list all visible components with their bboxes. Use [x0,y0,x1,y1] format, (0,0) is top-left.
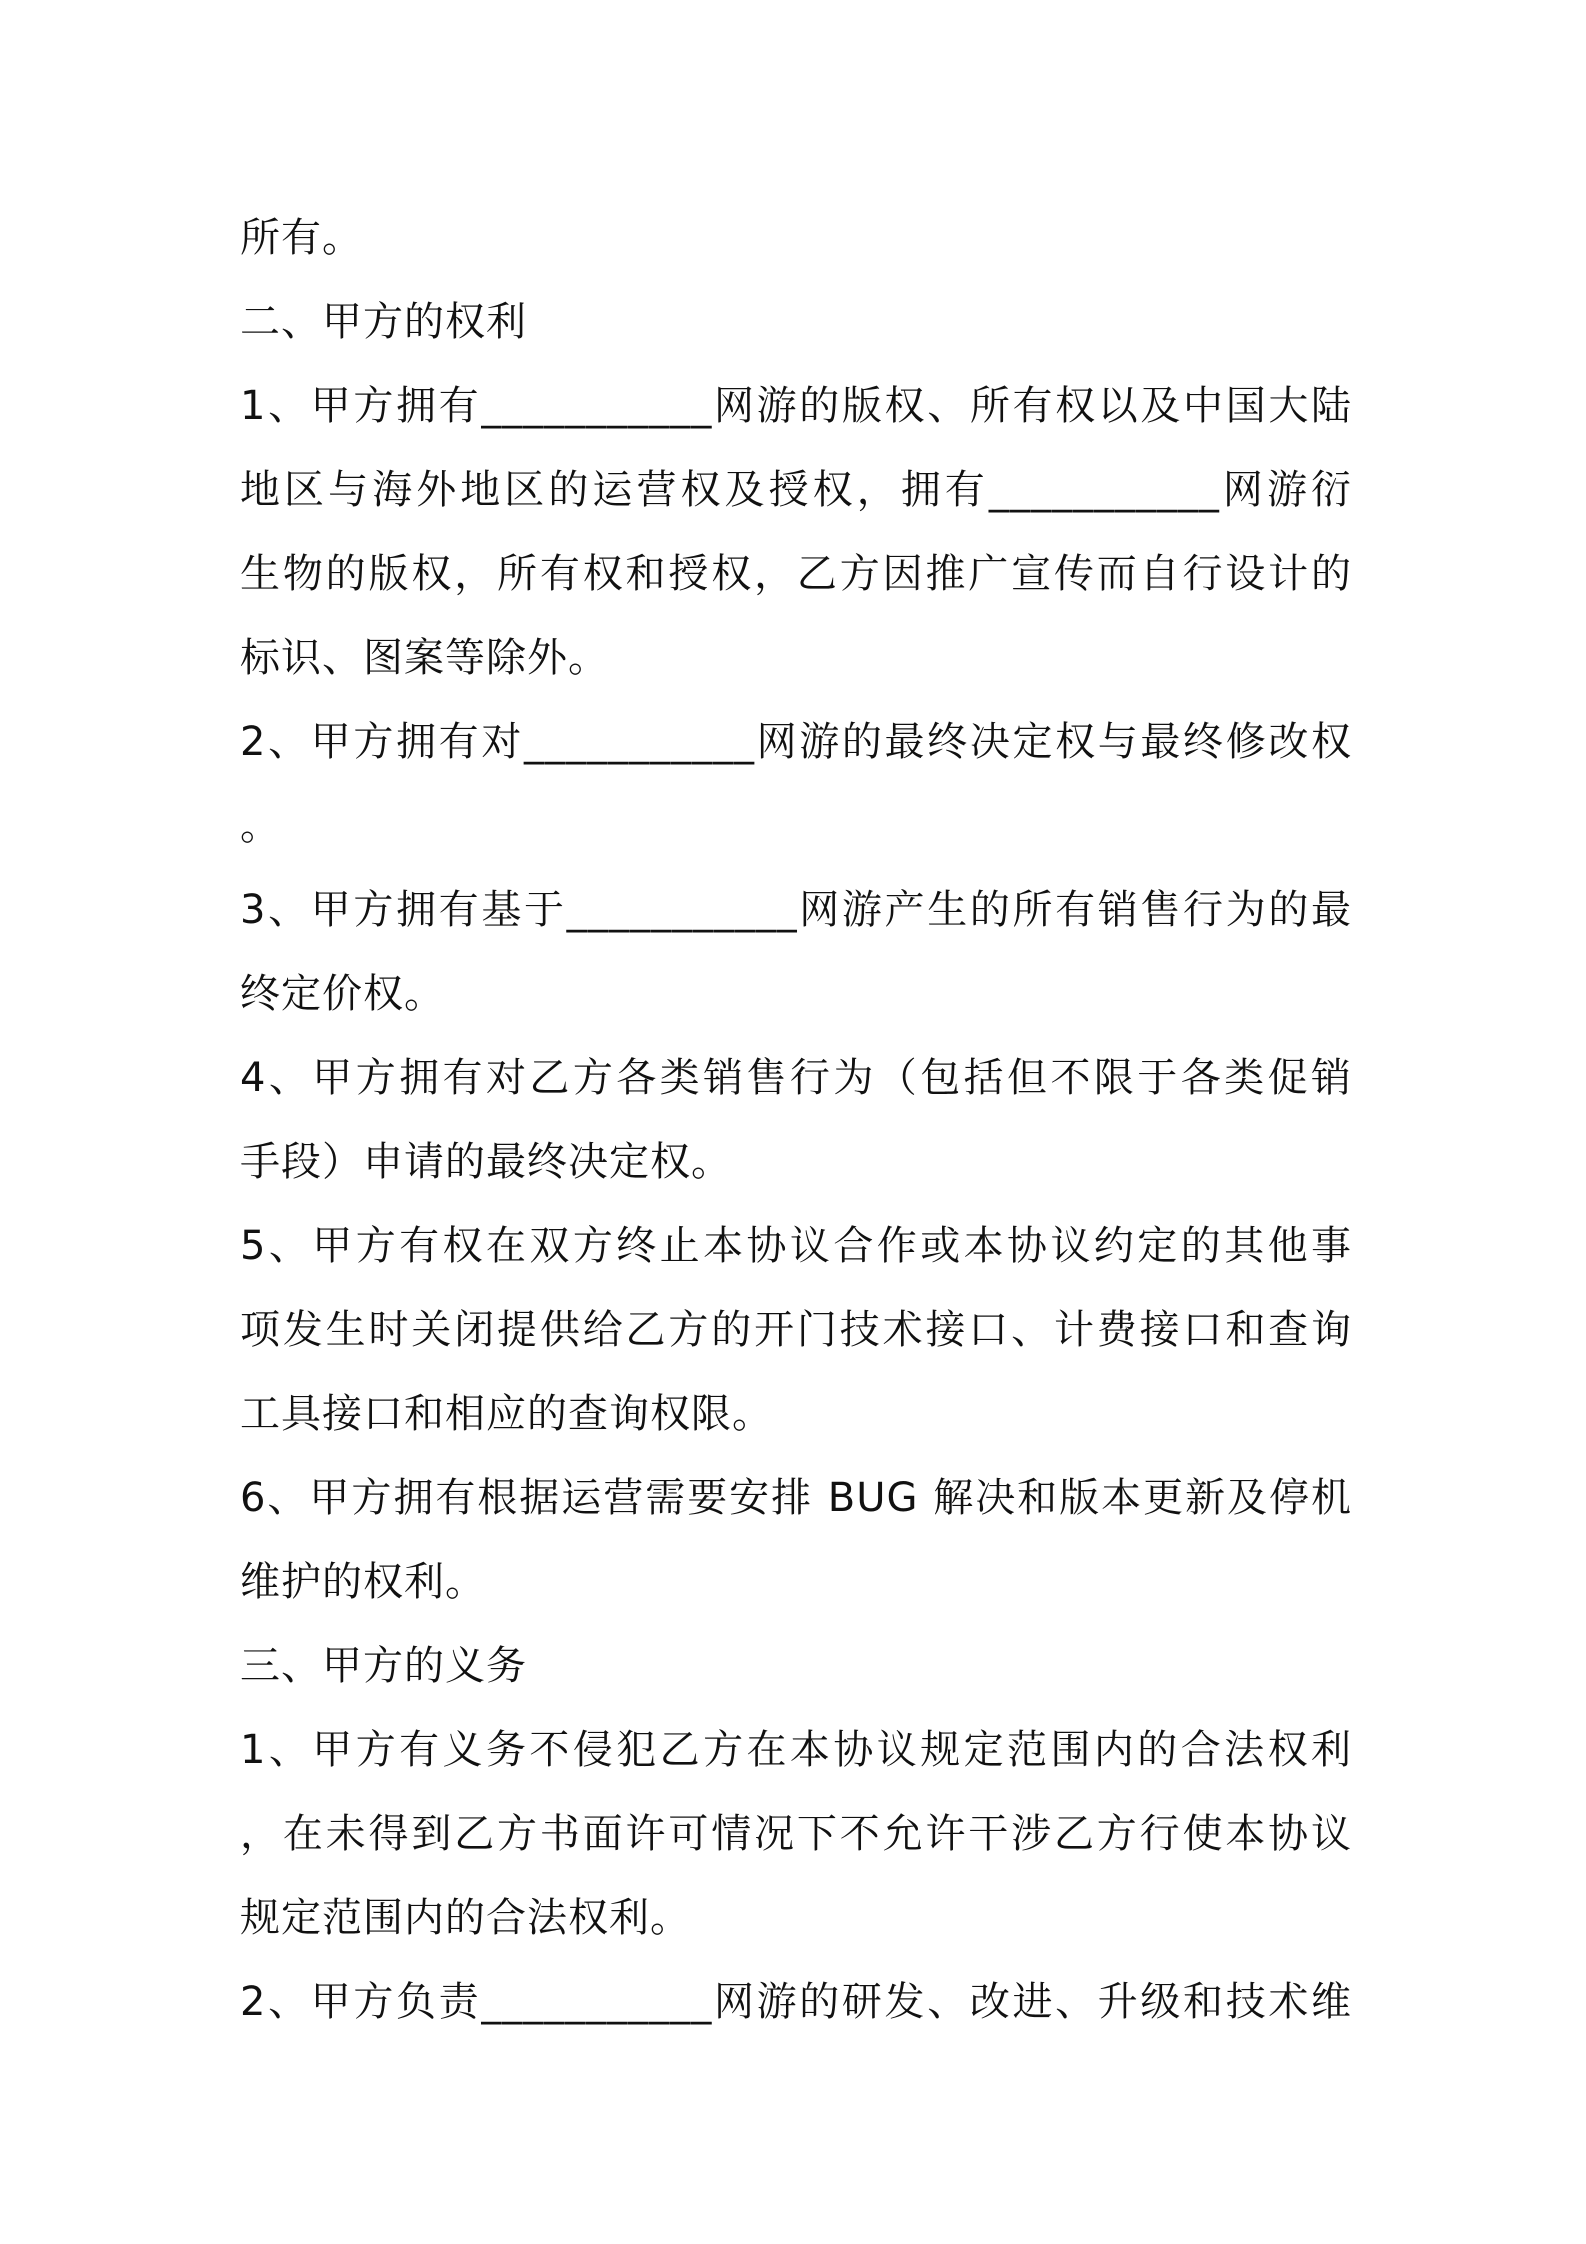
text-line: 规定范围内的合法权利。 [240,1895,691,1941]
text-line: 工具接口和相应的查询权限。 [240,1391,773,1437]
text-line: 手段）申请的最终决定权。 [240,1139,732,1185]
text-line: 维护的权利。 [240,1559,486,1605]
text-line: 4、甲方拥有对乙方各类销售行为（包括但不限于各类促销 [240,1055,1352,1101]
text-line: 生物的版权，所有权和授权，乙方因推广宣传而自行设计的 [240,551,1352,597]
text-line: 6、甲方拥有根据运营需要安排 BUG 解决和版本更新及停机 [240,1475,1352,1521]
text-line: 所有。 [240,215,363,261]
text-line: 3、甲方拥有基于___________网游产生的所有销售行为的最 [240,887,1352,933]
text-line: 1、甲方有义务不侵犯乙方在本协议规定范围内的合法权利 [240,1727,1352,1773]
text-line: 。 [240,803,281,849]
section-heading: 二、甲方的权利 [240,299,527,345]
section-heading: 三、甲方的义务 [240,1643,527,1689]
text-line: 1、甲方拥有___________网游的版权、所有权以及中国大陆 [240,383,1352,429]
text-line: 2、甲方负责___________网游的研发、改进、升级和技术维 [240,1979,1352,2025]
text-line: 项发生时关闭提供给乙方的开门技术接口、计费接口和查询 [240,1307,1352,1353]
text-line: ，在未得到乙方书面许可情况下不允许干涉乙方行使本协议 [240,1811,1352,1857]
document-body [240,196,1352,2044]
text-line: 2、甲方拥有对___________网游的最终决定权与最终修改权 [240,719,1352,765]
text-line: 5、甲方有权在双方终止本协议合作或本协议约定的其他事 [240,1223,1352,1269]
text-line: 终定价权。 [240,971,445,1017]
text-line: 标识、图案等除外。 [240,635,609,681]
text-line: 地区与海外地区的运营权及授权，拥有___________网游衍 [240,467,1352,513]
